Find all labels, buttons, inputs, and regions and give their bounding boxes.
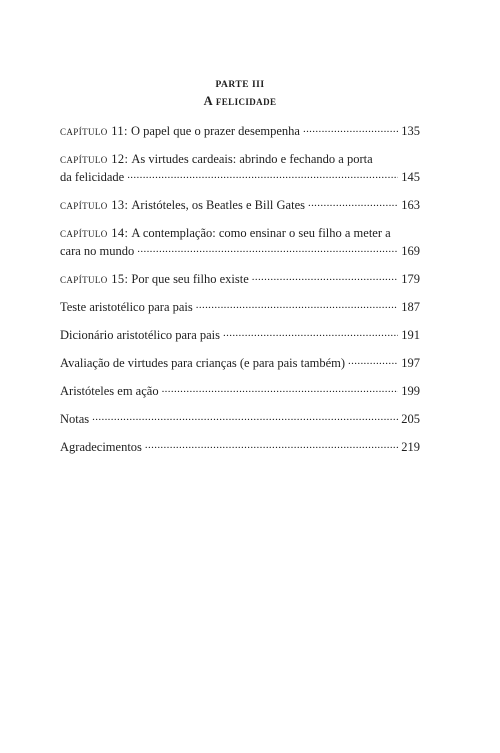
page-number: 169 xyxy=(401,244,420,258)
entry-title: Notas xyxy=(60,412,90,426)
page-number: 197 xyxy=(401,356,420,370)
entry-title: Avaliação de virtudes para crianças (e para pais também) xyxy=(60,356,346,370)
chapter-number: capítulo 14: xyxy=(60,226,129,240)
entry-title: Agradecimentos xyxy=(60,440,142,454)
page-number: 199 xyxy=(401,384,420,398)
entry-title: Dicionário aristotélico para pais xyxy=(60,328,221,342)
dot-leader xyxy=(196,299,398,311)
chapter-number: capítulo 11: xyxy=(60,124,128,138)
part-title: A felicidade xyxy=(203,94,277,108)
dot-leader xyxy=(145,439,398,451)
book-page xyxy=(60,79,420,466)
chapter-number: capítulo 13: xyxy=(60,198,129,212)
entry-title: Teste aristotélico para pais xyxy=(60,300,193,314)
toc-entry-aristoteles-em-acao xyxy=(60,382,420,400)
dot-leader xyxy=(308,197,398,209)
chapter-title: O papel que o prazer desempenha xyxy=(130,124,300,138)
toc-entry-chapter-15 xyxy=(60,270,420,288)
page-number: 205 xyxy=(401,412,420,426)
toc-entry-agradecimentos xyxy=(60,438,420,456)
dot-leader xyxy=(303,123,398,135)
dot-leader xyxy=(348,355,398,367)
dot-leader xyxy=(137,243,398,255)
chapter-number: capítulo 15: xyxy=(60,272,129,286)
toc-entry-notas xyxy=(60,410,420,428)
toc-entry-chapter-13 xyxy=(60,196,420,214)
page-number: 187 xyxy=(401,300,420,314)
page-number: 163 xyxy=(401,198,420,212)
chapter-number: capítulo 12: xyxy=(60,152,129,166)
page-number: 191 xyxy=(401,328,420,342)
chapter-title: Por que seu filho existe xyxy=(131,272,249,286)
toc-entry-chapter-11 xyxy=(60,122,420,140)
toc-entry-dicionario xyxy=(60,326,420,344)
dot-leader xyxy=(252,271,399,283)
chapter-title-line-2: da felicidade xyxy=(60,170,125,184)
table-of-contents xyxy=(60,122,420,456)
toc-entry-chapter-12 xyxy=(60,150,420,186)
dot-leader xyxy=(223,327,398,339)
entry-title: Aristóteles em ação xyxy=(60,384,159,398)
toc-entry-avaliacao xyxy=(60,354,420,372)
toc-entry-chapter-14 xyxy=(60,224,420,260)
chapter-title-line-1: A contemplação: como ensinar o seu filho a meter a xyxy=(131,226,391,240)
chapter-title: Aristóteles, os Beatles e Bill Gates xyxy=(131,198,305,212)
dot-leader xyxy=(127,169,398,181)
chapter-title-line-2: cara no mundo xyxy=(60,244,135,258)
toc-entry-teste xyxy=(60,298,420,316)
part-label: PARTE III xyxy=(215,80,265,90)
page-number: 145 xyxy=(401,170,420,184)
page-number: 219 xyxy=(401,440,420,454)
page-number: 179 xyxy=(401,272,420,286)
chapter-title-line-1: As virtudes cardeais: abrindo e fechando a porta xyxy=(131,152,373,166)
dot-leader xyxy=(92,411,398,423)
dot-leader xyxy=(162,383,399,395)
page-number: 135 xyxy=(401,124,420,138)
